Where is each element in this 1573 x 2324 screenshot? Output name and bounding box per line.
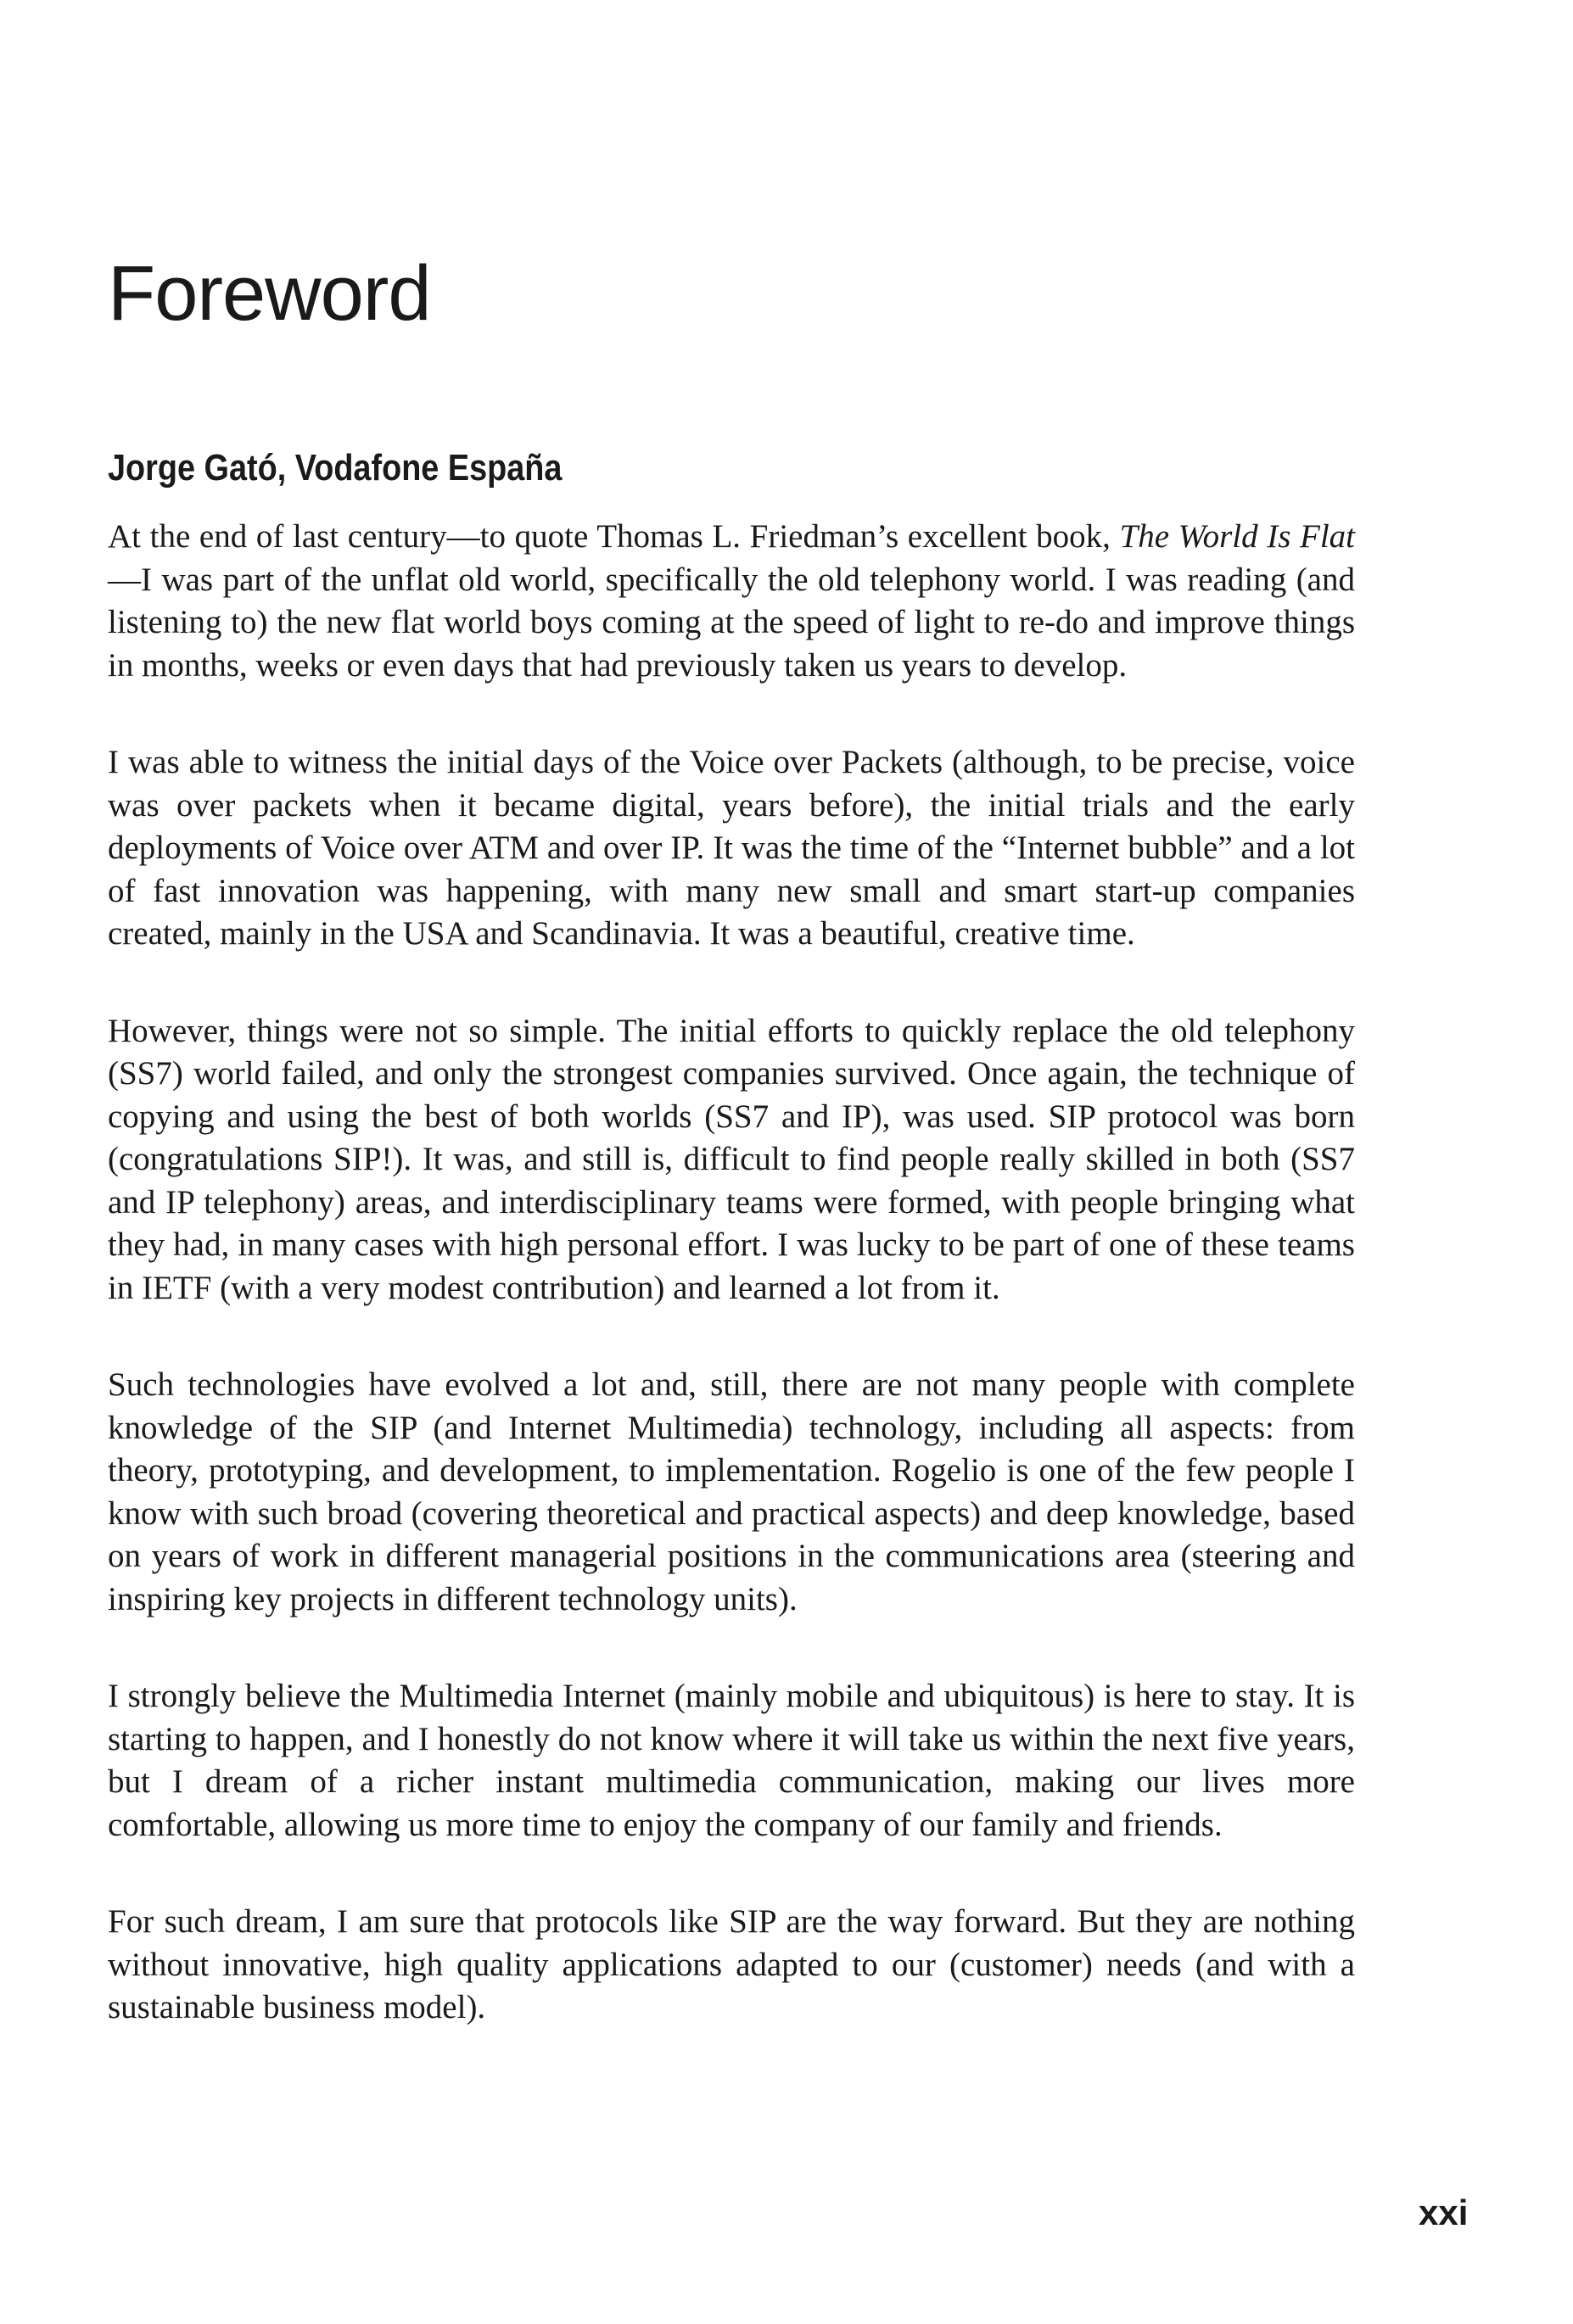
- paragraph-5: I strongly believe the Multimedia Internet (mainly mobile and ubiquitous) is here to stay. It is starting to happen, and I honestly do not know where it will take us within the next five years, but I dream of a richer instant multimedia communication, making our lives more comfortable, allowing us more time to enjoy the company of our family and friends.: [108, 1678, 1355, 1843]
- book-title: The World Is Flat: [1119, 518, 1355, 555]
- chapter-title: Foreword: [108, 250, 431, 337]
- paragraph-6: For such dream, I am sure that protocols like SIP are the way forward. But they are nothing without innovative, high quality applications adapted to our (customer) needs (and with a sustainable business model).: [108, 1903, 1355, 2025]
- paragraph-4: Such technologies have evolved a lot and, still, there are not many people with complete knowledge of the SIP (and Internet Multimedia) technology, including all aspects: from theory, prototyping, and development, to implementation. Rogelio is one of the few people I know with such broad (covering theoretical and practical aspects) and deep knowledge, based on years of work in different managerial positions in the communications area (steering and inspiring key projects in different technology units).: [108, 1366, 1355, 1617]
- paragraph-1: [108, 516, 1355, 687]
- section-heading: Jorge Gató, Vodafone España: [108, 447, 563, 489]
- paragraph-3: However, things were not so simple. The initial efforts to quickly replace the old telephony (SS7) world failed, and only the strongest companies survived. Once again, the technique of copying and using the best of both worlds (SS7 and IP), was used. SIP protocol was born (congratulations SIP!). It was, and still is, difficult to find people really skilled in both (SS7 and IP telephony) areas, and interdisciplinary teams were formed, with people bringing what they had, in many cases with high personal effort. I was lucky to be part of one of these teams in IETF (with a very modest contribution) and learned a lot from it.: [108, 1012, 1355, 1306]
- paragraph-1-rest: —I was part of the unflat old world, specifically the old telephony world. I was reading (and listening to) the new flat world boys coming at the speed of light to re-do and improve things in months, weeks or even days that had previously taken us years to develop.: [108, 561, 1355, 684]
- paragraph-1-intro: At the end of last century—to quote Thomas L. Friedman’s excellent book,: [108, 518, 1120, 555]
- foreword-body: [108, 516, 1355, 2030]
- page-number: xxi: [1419, 2193, 1469, 2232]
- paragraph-2: I was able to witness the initial days of the Voice over Packets (although, to be precise, voice was over packets when it became digital, years before), the initial trials and the early deployments of Voice over ATM and over IP. It was the time of the “Internet bubble” and a lot of fast innovation was happening, with many new small and smart start-up companies created, mainly in the USA and Scandinavia. It was a beautiful, creative time.: [108, 744, 1355, 952]
